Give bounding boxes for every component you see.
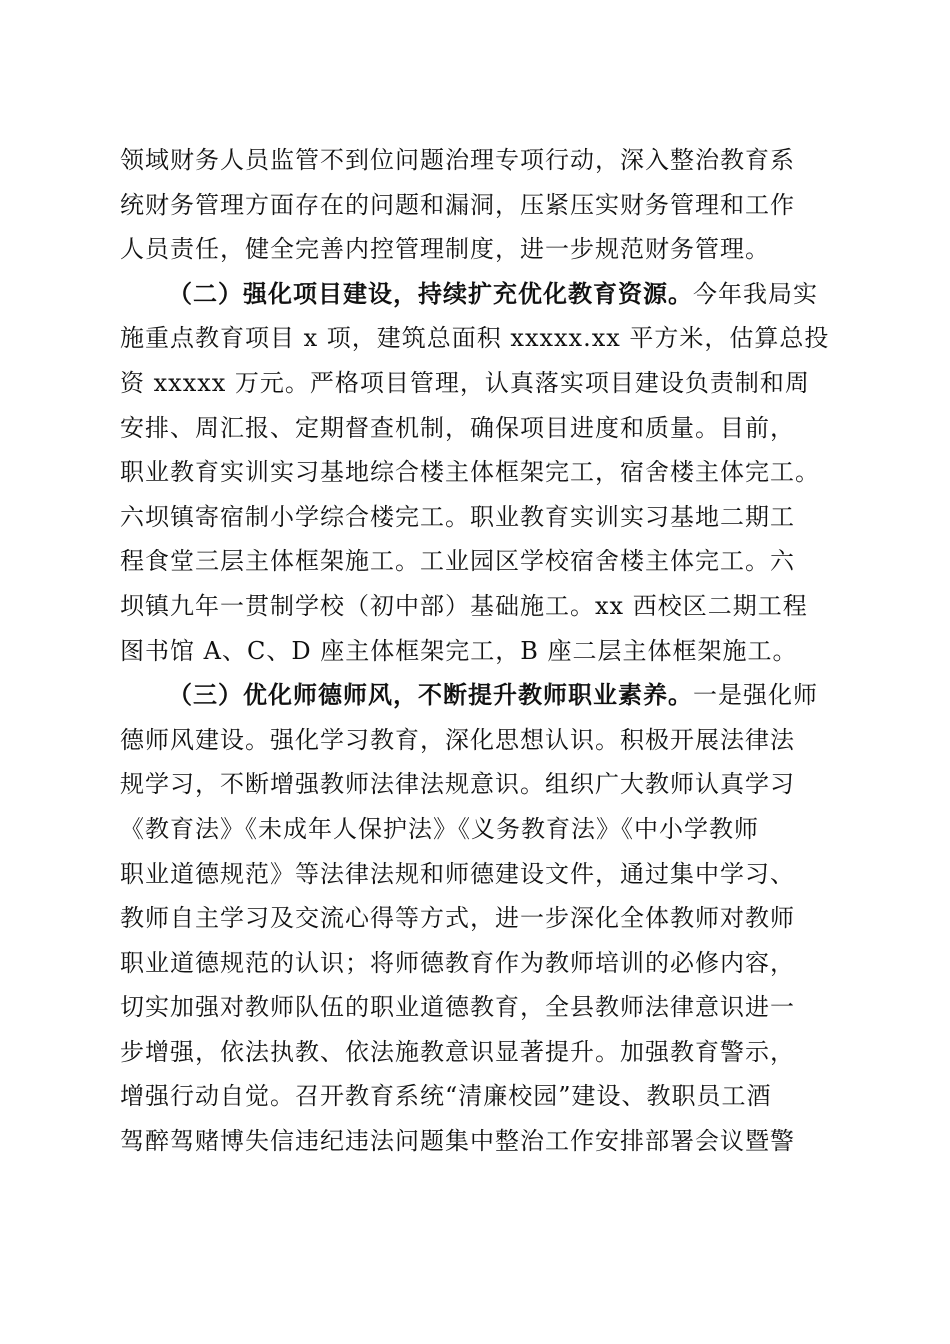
section-heading-3: （三）优化师德师风，不断提升教师职业素养。 xyxy=(168,680,693,710)
text-line: 统财务管理方面存在的问题和漏洞，压紧压实财务管理和工作 xyxy=(120,190,795,219)
text-line: 步增强，依法执教、依法施教意识显著提升。加强教育警示， xyxy=(120,1037,795,1066)
text-line: 图书馆 A、C、D 座主体框架完工，B 座二层主体框架施工。 xyxy=(120,636,798,665)
text-line: 驾醉驾赌博失信违纪违法问题集中整治工作安排部署会议暨警 xyxy=(120,1127,795,1156)
text-line: 职业道德规范的认识；将师德教育作为教师培训的必修内容， xyxy=(120,948,795,977)
text-run: 一是强化师 xyxy=(693,681,818,710)
text-line: 德师风建设。强化学习教育，深化思想认识。积极开展法律法 xyxy=(120,725,795,754)
paragraph-first-line xyxy=(120,272,840,317)
text-line: 施重点教育项目 x 项，建筑总面积 xxxxx.xx 平方米，估算总投 xyxy=(120,324,830,353)
paragraph-teacher-ethics xyxy=(120,673,840,1164)
text-line: 资 xxxxx 万元。严格项目管理，认真落实项目建设负责制和周 xyxy=(120,368,810,397)
text-run: 今年我局实 xyxy=(693,279,818,308)
paragraph-first-line xyxy=(120,673,840,718)
paragraph-project-construction xyxy=(120,272,840,673)
document-body xyxy=(120,138,840,1164)
section-heading-2: （二）强化项目建设，持续扩充优化教育资源。 xyxy=(168,278,693,308)
text-line: 领域财务人员监管不到位问题治理专项行动，深入整治教育系 xyxy=(120,146,795,174)
text-line: 程食堂三层主体框架施工。工业园区学校宿舍楼主体完工。六 xyxy=(120,547,795,576)
text-line: 规学习，不断增强教师法律法规意识。组织广大教师认真学习 xyxy=(120,770,795,799)
text-line: 教师自主学习及交流心得等方式，进一步深化全体教师对教师 xyxy=(120,904,795,933)
text-line: 《教育法》《未成年人保护法》《义务教育法》《中小学教师 xyxy=(120,814,759,843)
text-line: 人员责任，健全完善内控管理制度，进一步规范财务管理。 xyxy=(120,235,770,264)
text-line: 增强行动自觉。召开教育系统“清廉校园”建设、教职员工酒 xyxy=(120,1082,772,1111)
text-line: 切实加强对教师队伍的职业道德教育，全县教师法律意识进一 xyxy=(120,993,795,1022)
paragraph-financial-management xyxy=(120,138,840,272)
text-line: 坝镇九年一贯制学校（初中部）基础施工。xx 西校区二期工程 xyxy=(120,591,808,620)
text-line: 职业教育实训实习基地综合楼主体框架完工，宿舍楼主体完工。 xyxy=(120,458,820,487)
text-line: 六坝镇寄宿制小学综合楼完工。职业教育实训实习基地二期工 xyxy=(120,502,795,531)
text-line: 职业道德规范》等法律法规和师德建设文件，通过集中学习、 xyxy=(120,859,795,888)
text-line: 安排、周汇报、定期督查机制，确保项目进度和质量。目前， xyxy=(120,413,795,442)
